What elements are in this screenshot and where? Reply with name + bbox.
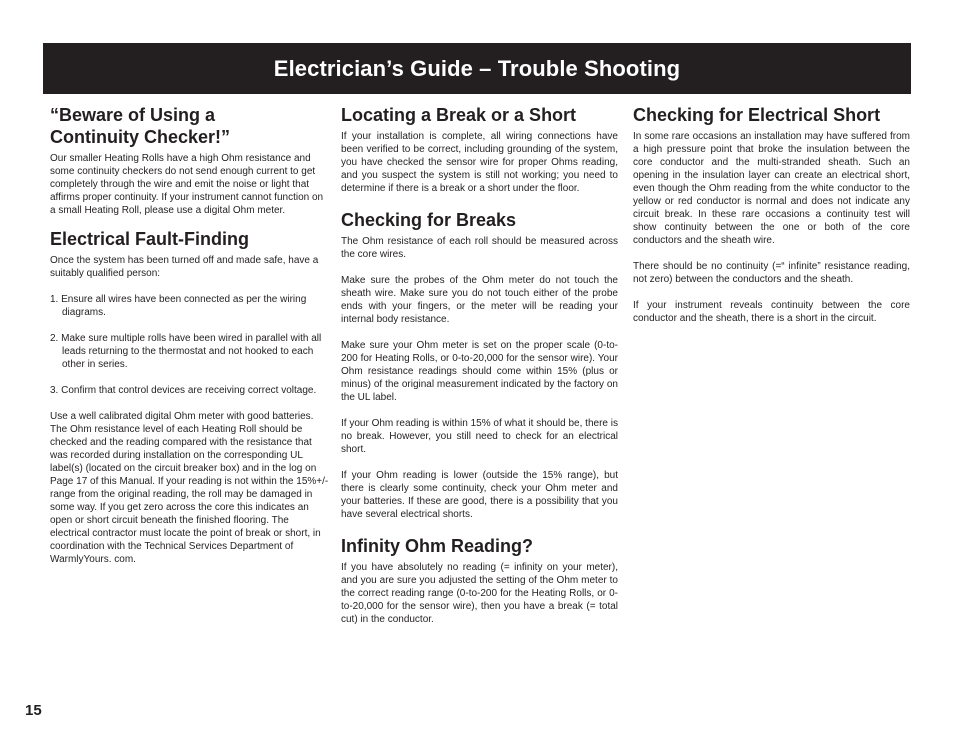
fault-finding-intro: Once the system has been turned off and made safe, have a suitably qualified person:: [50, 255, 319, 279]
breaks-paragraph: Make sure the probes of the Ohm meter do not touch the sheath wire. Make sure you do not touch either of the probe ends with your fingers, or the meter will be reading your internal body resistance.: [341, 275, 618, 325]
short-paragraph: There should be no continuity (=“ infinite” resistance reading, not zero) between the conductors and the sheath.: [633, 261, 910, 285]
title-banner: [43, 43, 911, 94]
fault-finding-steps: [50, 293, 329, 397]
beware-text: Our smaller Heating Rolls have a high Ohm resistance and some continuity checkers do not send enough current to get completely through the wire and emit the noise or light that affirms proper continuity. If your instrument cannot function on a small Heating Roll, please use a digital Ohm meter.: [50, 153, 324, 216]
short-paragraph: In some rare occasions an installation may have suffered from a high pressure point that broke the insulation between the core conductor and the multi-stranded sheath. Such an opening in the insulation layer can create an electrical short, even though the Ohm reading from the white conductor to the yellow or red conductor is normal and does not indicate any circuit break. In these rare occasions a continuity test will show continuity between the one or both of the core conductors and the sheath wire.: [633, 131, 910, 246]
beware-heading: “Beware of Using a Continuity Checker!”: [50, 105, 231, 147]
electrical-short-heading: Checking for Electrical Short: [633, 105, 881, 125]
breaks-paragraph: If your Ohm reading is within 15% of what it should be, there is no break. However, you still need to check for an electrical short.: [341, 418, 618, 455]
list-item: 2. Make sure multiple rolls have been wired in parallel with all leads returning to the thermostat and not hooked to each other in series.: [50, 333, 322, 370]
infinity-heading: Infinity Ohm Reading?: [341, 536, 533, 556]
breaks-paragraph: The Ohm resistance of each roll should be measured across the core wires.: [341, 236, 618, 260]
page-number: 15: [25, 702, 42, 719]
locating-heading: Locating a Break or a Short: [341, 105, 577, 125]
list-item: 1. Ensure all wires have been connected as per the wiring diagrams.: [50, 294, 307, 318]
breaks-heading: Checking for Breaks: [341, 210, 517, 230]
breaks-paragraph: If your Ohm reading is lower (outside the 15% range), but there is clearly some continuity, check your Ohm meter and your batteries. If these are good, there is a possibility that you have several electrical shorts.: [341, 470, 618, 520]
locating-text: If your installation is complete, all wiring connections have been verified to be correct, including grounding of the system, you have checked the sensor wire for proper Ohms reading, and you suspect the system is still not working; you need to determine if there is a break or a short under the floor.: [341, 131, 618, 194]
short-paragraph: If your instrument reveals continuity between the core conductor and the sheath, there is a short in the circuit.: [633, 300, 910, 324]
column-right: [633, 104, 910, 325]
page-title: Electrician’s Guide – Trouble Shooting: [273, 55, 681, 81]
infinity-text: If you have absolutely no reading (= infinity on your meter), and you are sure you adjusted the setting of the Ohm meter to the correct reading range (0-to-200 for the Heating Rolls, or 0-to-20,000 for the sensor wire), then you have a break (= total cut) in the conductor.: [341, 562, 618, 625]
fault-finding-text: Use a well calibrated digital Ohm meter with good batteries. The Ohm resistance level of each Heating Roll should be checked and the reading compared with the resistance that was recorded during installation on the corresponding UL label(s) (located on the circuit breaker box) and in the log on Page 17 of this Manual. If your reading is not within the 15%+/- range from the original reading, the roll may be damaged in some way. If you get zero across the core this indicates an open or short circuit beneath the finished flooring. The electrical contractor must locate the point of break or short, in coordination with the Technical Services Department of WarmlyYours. com.: [50, 411, 329, 565]
column-middle: [341, 104, 618, 626]
fault-finding-heading: Electrical Fault-Finding: [50, 229, 250, 249]
column-left: [50, 104, 329, 566]
list-item: 3. Confirm that control devices are receiving correct voltage.: [50, 385, 317, 396]
breaks-paragraph: Make sure your Ohm meter is set on the proper scale (0-to- 200 for Heating Rolls, or 0-to-20,000 for the sensor wire). Your Ohm resistance readings should come within 15% (plus or minus) of the original measurement indicated by the factory on the UL label.: [341, 340, 618, 403]
